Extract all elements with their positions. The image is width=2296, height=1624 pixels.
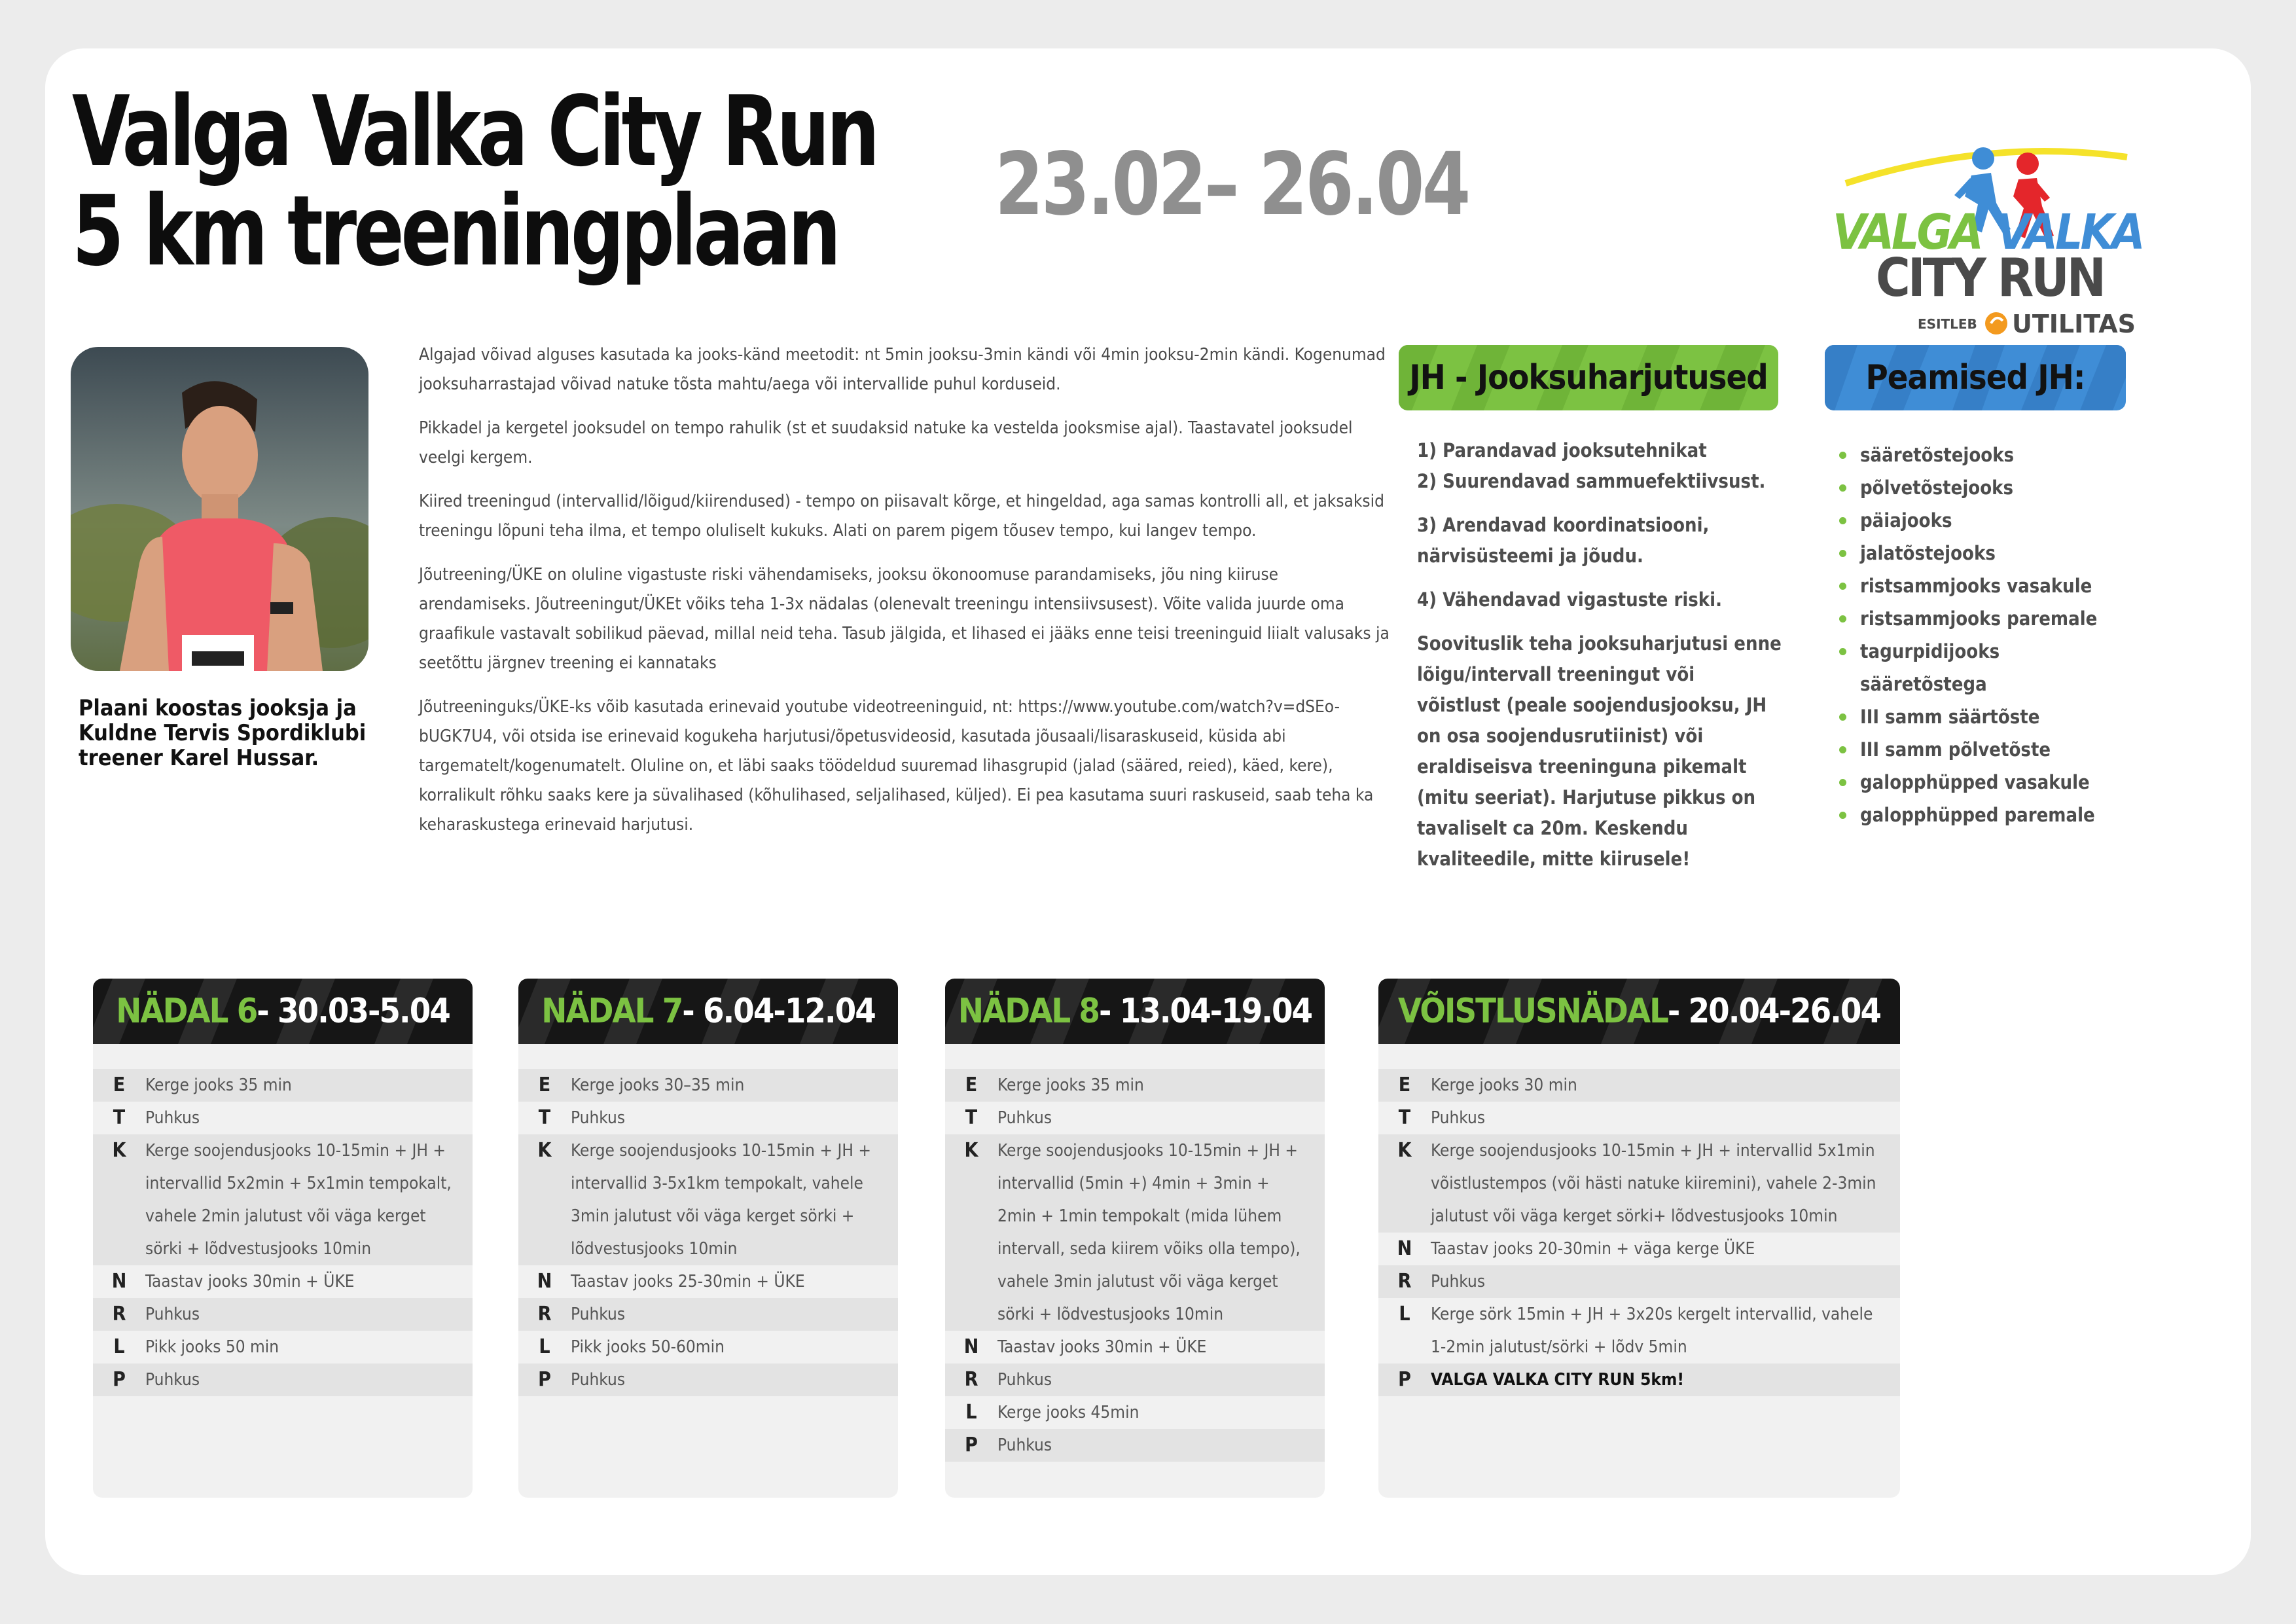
day-plan: Puhkus — [997, 1370, 1052, 1390]
table-row — [1378, 1363, 1900, 1396]
runner-photo-icon — [71, 347, 368, 671]
jh-description — [1417, 435, 1784, 888]
week-days — [1378, 1069, 1900, 1396]
table-row — [945, 1363, 1325, 1396]
logo-presents: ESITLEB — [1918, 316, 1977, 332]
table-row — [93, 1363, 473, 1396]
day-letter: K — [964, 1139, 978, 1162]
day-plan: Kerge soojendusjooks 10-15min + JH + intervallid 5x2min + 5x1min tempokalt, vahele 2min jalutust või väga kerget sörki + lõdvestusjooks 10min — [145, 1141, 452, 1259]
list-item: ristsammjooks vasakule — [1839, 569, 2127, 602]
jh-heading-box — [1399, 345, 1778, 410]
list-item: tagurpidijooks sääretõstega — [1839, 635, 2127, 700]
day-letter: E — [1398, 1074, 1411, 1096]
table-row — [1378, 1233, 1900, 1265]
day-letter: P — [113, 1368, 126, 1391]
week-card-6 — [93, 979, 473, 1498]
day-plan: Puhkus — [1431, 1108, 1486, 1128]
table-row — [93, 1069, 473, 1102]
day-letter: K — [112, 1139, 126, 1162]
table-row — [945, 1102, 1325, 1134]
jh-item: 1) Parandavad jooksutehnikat 2) Suurendavad sammuefektiivsust. — [1417, 439, 1766, 492]
week-card-8 — [945, 979, 1325, 1498]
day-plan: Puhkus — [997, 1435, 1052, 1455]
day-plan: Puhkus — [145, 1370, 200, 1390]
table-row — [1378, 1069, 1900, 1102]
day-plan: Taastav jooks 25-30min + ÜKE — [571, 1272, 805, 1291]
table-row — [518, 1265, 898, 1298]
week-label: VÕISTLUSNÄDAL — [1398, 992, 1668, 1031]
day-letter: R — [112, 1303, 126, 1326]
day-letter: P — [538, 1368, 551, 1391]
day-letter: N — [963, 1335, 979, 1358]
table-row — [518, 1134, 898, 1265]
week-label: NÄDAL 7 — [541, 992, 683, 1031]
week-header — [93, 979, 473, 1044]
day-letter: L — [539, 1335, 550, 1358]
day-plan: Kerge jooks 45min — [997, 1403, 1139, 1422]
day-plan: Kerge soojendusjooks 10-15min + JH + intervallid (5min +) 4min + 3min + 2min + 1min tempokalt (mida lühem intervall, seda kiirem võiks olla tempo), vahele 3min jalutust või väga kerget sörki + lõdvestusjooks 10min — [997, 1141, 1300, 1324]
list-item: ristsammjooks paremale — [1839, 602, 2127, 635]
week-label: NÄDAL 8 — [958, 992, 1099, 1031]
table-row — [518, 1331, 898, 1363]
table-row — [518, 1069, 898, 1102]
day-plan: Puhkus — [1431, 1272, 1486, 1291]
day-letter: L — [965, 1401, 977, 1424]
day-letter: R — [537, 1303, 552, 1326]
peamised-heading-box — [1825, 345, 2126, 410]
table-row — [93, 1331, 473, 1363]
list-item: III samm põlvetõste — [1839, 733, 2127, 766]
day-letter: E — [965, 1074, 978, 1096]
week-card-7 — [518, 979, 898, 1498]
runners-logo-icon — [1820, 98, 2160, 347]
day-plan: Taastav jooks 30min + ÜKE — [997, 1337, 1207, 1357]
jh-item: 3) Arendavad koordinatsiooni, närvisüsteemi ja jõudu. — [1417, 514, 1710, 567]
day-plan: Puhkus — [145, 1305, 200, 1324]
table-row — [945, 1396, 1325, 1429]
day-letter: K — [1397, 1139, 1412, 1162]
week-days — [93, 1069, 473, 1396]
day-letter: N — [1397, 1237, 1412, 1260]
table-row — [93, 1265, 473, 1298]
day-plan: Kerge jooks 35 min — [997, 1075, 1144, 1095]
day-letter: L — [1399, 1303, 1410, 1326]
date-range: 23.02– 26.04 — [995, 134, 1469, 235]
table-row — [945, 1134, 1325, 1331]
table-row — [945, 1429, 1325, 1462]
day-plan: Puhkus — [571, 1305, 626, 1324]
day-plan: Kerge sörk 15min + JH + 3x20s kergelt intervallid, vahele 1-2min jalutust/sörki + lõdv 5min — [1431, 1305, 1873, 1357]
list-item: galopphüpped paremale — [1839, 799, 2127, 831]
table-row — [518, 1102, 898, 1134]
list-item: III samm säärtõste — [1839, 700, 2127, 733]
week-header — [1378, 979, 1900, 1044]
list-item: sääretõstejooks — [1839, 439, 2127, 471]
day-letter: K — [537, 1139, 552, 1162]
day-plan: Kerge jooks 30–35 min — [571, 1075, 745, 1095]
table-row — [93, 1102, 473, 1134]
day-plan: Kerge jooks 30 min — [1431, 1075, 1577, 1095]
jh-item: 4) Vähendavad vigastuste riski. — [1417, 588, 1722, 611]
table-row — [518, 1298, 898, 1331]
table-row — [93, 1134, 473, 1265]
logo-word-valka: VALKA — [1996, 204, 2143, 261]
day-plan: Kerge jooks 35 min — [145, 1075, 292, 1095]
intro-text — [419, 340, 1394, 854]
week-label: NÄDAL 6 — [116, 992, 257, 1031]
day-plan-race: VALGA VALKA CITY RUN 5km! — [1431, 1370, 1684, 1390]
day-plan: Puhkus — [145, 1108, 200, 1128]
day-plan: Pikk jooks 50-60min — [571, 1337, 725, 1357]
list-item: põlvetõstejooks — [1839, 471, 2127, 504]
day-letter: N — [111, 1270, 127, 1293]
day-plan: Kerge soojendusjooks 10-15min + JH + intervallid 5x1min võistlustempos (või hästi natuke kiiremini), vahele 2-3min jalutust või väga kerget sörki+ lõdvestusjooks 10min — [1431, 1141, 1876, 1226]
week-card-race — [1378, 979, 1900, 1498]
day-letter: P — [965, 1434, 978, 1456]
day-letter: R — [1397, 1270, 1412, 1293]
day-plan: Puhkus — [571, 1370, 626, 1390]
logo-sponsor: UTILITAS — [2012, 310, 2136, 338]
title-line-2: 5 km treeningplaan — [72, 175, 838, 287]
day-letter: E — [113, 1074, 126, 1096]
day-letter: N — [537, 1270, 552, 1293]
coach-photo — [71, 347, 368, 671]
day-plan: Puhkus — [571, 1108, 626, 1128]
day-plan: Taastav jooks 30min + ÜKE — [145, 1272, 355, 1291]
intro-paragraph: Pikkadel ja kergetel jooksudel on tempo rahulik (st et suudaksid natuke ka vestelda jooksmise ajal). Taastavatel jooksudel veelgi kergem. — [419, 418, 1353, 467]
day-letter: E — [538, 1074, 551, 1096]
day-letter: R — [964, 1368, 978, 1391]
table-row — [1378, 1102, 1900, 1134]
table-row — [518, 1363, 898, 1396]
week-range: - 20.04-26.04 — [1667, 992, 1880, 1031]
table-row — [93, 1298, 473, 1331]
table-row — [1378, 1134, 1900, 1233]
day-plan: Kerge soojendusjooks 10-15min + JH + intervallid 3-5x1km tempokalt, vahele 3min jalutust või väga kerget sörki + lõdvestusjooks 10min — [571, 1141, 871, 1259]
week-range: - 13.04-19.04 — [1098, 992, 1312, 1031]
week-range: - 6.04-12.04 — [682, 992, 875, 1031]
logo-word-city-run: CITY RUN — [1876, 247, 2104, 308]
list-item: galopphüpped vasakule — [1839, 766, 2127, 799]
list-item: jalatõstejooks — [1839, 537, 2127, 569]
table-row — [945, 1331, 1325, 1363]
intro-paragraph: Jõutreeninguks/ÜKE-ks võib kasutada erinevaid youtube videotreeninguid, nt: https://www.youtube.com/watch?v=dSEo-bUGK7U4, või otsida ise erinevaid kogukeha harjutusi/õpetusvideosid, kasutada jõusaali/lisaraskuseid, küsida abi targematelt/kogenumatelt. Oluline on, et läbi saaks töödeldud suuremad lihasgrupid (jalad (sääred, reied), käed, kere), korralikult rõhku saaks kere ja süvalihased (kõhulihased, seljalihased, küljed). Ei pea kasutama suuri raskuseid, saab teha ka keharaskustega erinevaid harjutusi. — [419, 697, 1374, 835]
week-days — [518, 1069, 898, 1396]
peamised-list — [1839, 439, 2127, 831]
day-plan: Taastav jooks 20-30min + väga kerge ÜKE — [1431, 1239, 1755, 1259]
peamised-heading: Peamised JH: — [1865, 358, 2085, 397]
day-letter: T — [1398, 1106, 1411, 1129]
day-letter: T — [965, 1106, 978, 1129]
day-letter: T — [538, 1106, 551, 1129]
day-letter: P — [1398, 1368, 1411, 1391]
table-row — [945, 1069, 1325, 1102]
week-header — [945, 979, 1325, 1044]
week-range: - 30.03-5.04 — [257, 992, 450, 1031]
day-plan: Puhkus — [997, 1108, 1052, 1128]
day-letter: L — [113, 1335, 125, 1358]
table-row — [1378, 1265, 1900, 1298]
list-item: päiajooks — [1839, 504, 2127, 537]
table-row — [1378, 1298, 1900, 1363]
intro-paragraph: Algajad võivad alguses kasutada ka jooks-känd meetodit: nt 5min jooksu-3min kändi või 4min jooksu-2min kändi. Kogenumad jooksuharrastajad võivad natuke tõsta mahtu/aega või intervallide puhul korduseid. — [419, 345, 1386, 394]
logo-word-valga: VALGA — [1833, 204, 1981, 261]
day-letter: T — [113, 1106, 126, 1129]
week-days — [945, 1069, 1325, 1462]
intro-paragraph: Jõutreening/ÜKE on oluline vigastuste riski vähendamiseks, jooksu ökonoomuse parandamiseks, jõu ning kiiruse arendamiseks. Jõutreeningut/ÜKEt võiks teha 1-3x nädalas (olenevalt treeningu intensiivsusest). Võite valida juurde oma graafikule vastavalt sobilikud päevad, millal neid teha. Tasub jälgida, et lihased ei jääks enne teisi treeninguid liialt valusaks ja seetõttu järgnev treening ei kannataks — [419, 565, 1390, 673]
intro-paragraph: Kiired treeningud (intervallid/lõigud/kiirendused) - tempo on piisavalt kõrge, et hingeldad, aga samas kontrolli all, et jaksaksid treeningu lõpuni teha ilma, et tempo oluliselt kukuks. Alati on parem pigem tõusev tempo, kui langev tempo. — [419, 492, 1384, 541]
jh-heading: JH - Jooksuharjutused — [1409, 358, 1768, 397]
valga-valka-city-run-logo — [1820, 98, 2160, 347]
title-line-1: Valga Valka City Run — [72, 75, 877, 188]
author-caption: Plaani koostas jooksja ja Kuldne Tervis Spordiklubi treener Karel Hussar. — [79, 695, 367, 771]
day-plan: Pikk jooks 50 min — [145, 1337, 279, 1357]
page-title — [72, 75, 894, 287]
week-header — [518, 979, 898, 1044]
jh-item: Soovituslik teha jooksuharjutusi enne lõigu/intervall treeningut või võistlust (peale soojendusjooksu, JH on osa soojendusrutiinist) või eraldiseisva treeninguna pikemalt (mitu seeriat). Harjutuse pikkus on tavaliselt ca 20m. Keskendu kvaliteedile, mitte kiirusele! — [1417, 632, 1782, 870]
